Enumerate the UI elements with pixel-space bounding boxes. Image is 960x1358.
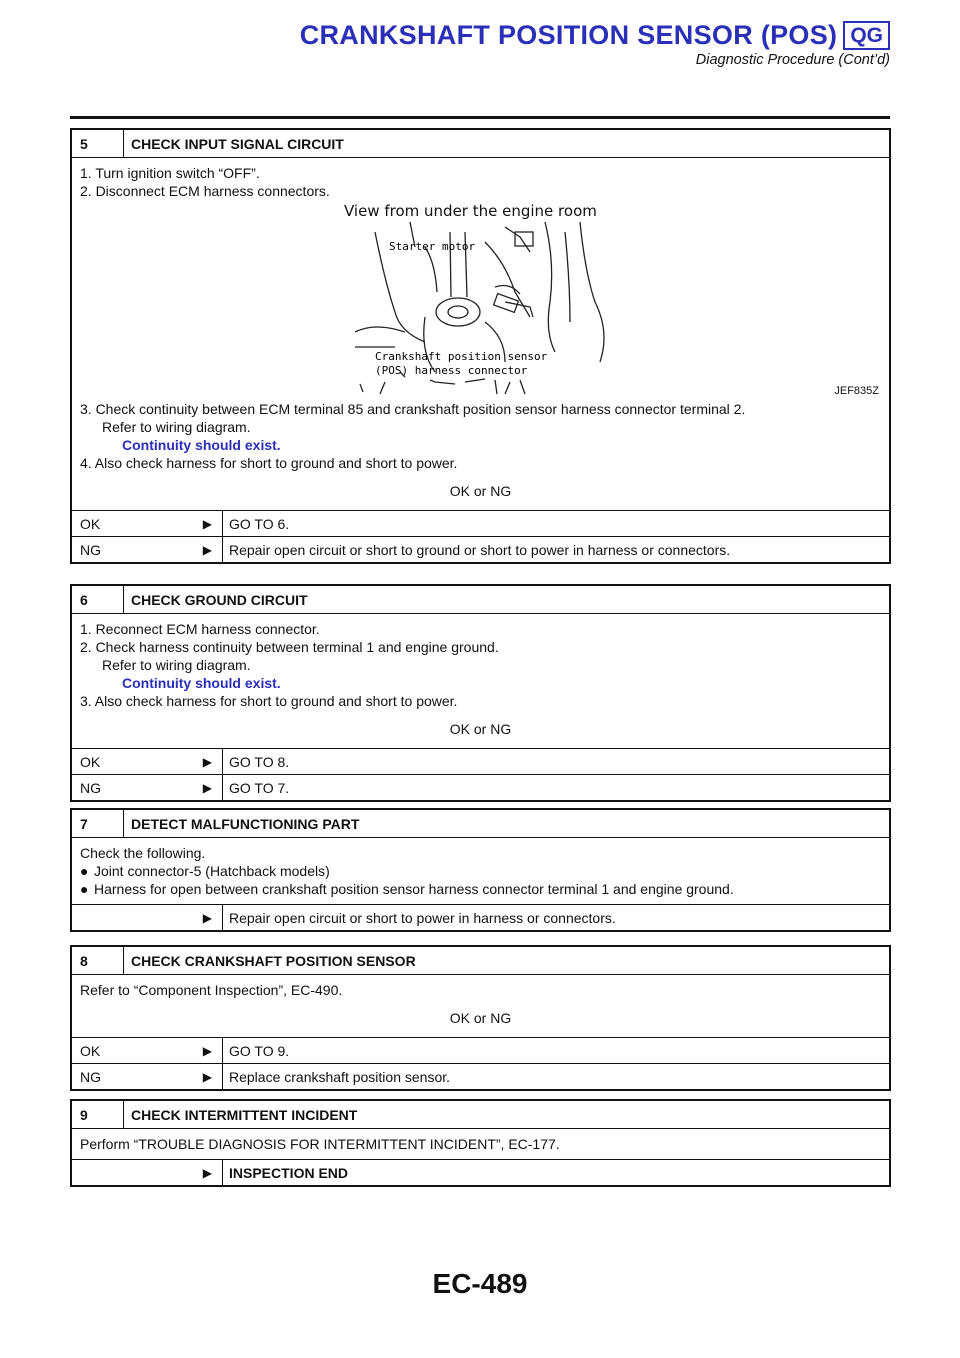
result-action: GO TO 6.	[222, 511, 889, 536]
step-5-table	[70, 128, 891, 564]
step-body	[72, 1129, 889, 1159]
bullet-text: Harness for open between crankshaft position sensor harness connector terminal 1 and engine ground.	[94, 881, 734, 897]
step-header	[72, 586, 889, 614]
result-label-cell	[72, 537, 222, 562]
instruction-line: 1. Turn ignition switch “OFF”.	[80, 165, 260, 181]
page-title: CRANKSHAFT POSITION SENSOR (POS)	[299, 20, 838, 50]
page-number: EC-489	[432, 1268, 528, 1299]
result-label-cell	[72, 775, 222, 800]
arrow-icon: ▶	[202, 1165, 212, 1180]
engine-room-figure	[80, 200, 881, 400]
bullet-icon: ●	[80, 863, 89, 879]
figure-label-starter: Starter motor	[389, 240, 476, 253]
step-7-table	[70, 808, 891, 932]
step-number: 9	[72, 1101, 124, 1128]
step-9-table	[70, 1099, 891, 1187]
bullet-text: Joint connector-5 (Hatchback models)	[94, 863, 330, 879]
step-body	[72, 975, 889, 1037]
step-header	[72, 810, 889, 838]
step-body	[72, 838, 889, 904]
result-label: OK	[80, 515, 101, 532]
result-label: NG	[80, 779, 101, 796]
result-action: Repair open circuit or short to power in harness or connectors.	[222, 905, 889, 930]
step-number: 8	[72, 947, 124, 974]
instruction-line: 1. Reconnect ECM harness connector.	[80, 621, 320, 637]
step-title: DETECT MALFUNCTIONING PART	[131, 815, 360, 832]
step-6-table	[70, 584, 891, 802]
instruction-line: Refer to “Component Inspection”, EC-490.	[80, 982, 343, 998]
title-row	[300, 20, 890, 51]
expected-result: Continuity should exist.	[122, 437, 281, 453]
result-label-cell	[72, 511, 222, 536]
expected-result: Continuity should exist.	[122, 675, 281, 691]
step-title: CHECK INPUT SIGNAL CIRCUIT	[131, 135, 344, 152]
result-label-cell	[72, 749, 222, 774]
result-row-ok	[72, 1037, 889, 1063]
arrow-icon: ▶	[202, 754, 212, 769]
header-divider	[70, 116, 890, 119]
result-label: NG	[80, 541, 101, 558]
engine-room-illustration	[355, 222, 635, 397]
step-header	[72, 130, 889, 158]
engine-badge: QG	[843, 21, 890, 50]
result-row	[72, 904, 889, 930]
instruction-line: Check the following.	[80, 845, 206, 861]
ok-or-ng-label: OK or NG	[449, 721, 512, 737]
result-row-ng	[72, 774, 889, 800]
step-number: 6	[72, 586, 124, 613]
result-row-ng	[72, 1063, 889, 1089]
bullet-item	[80, 880, 881, 898]
instruction-line: 4. Also check harness for short to ground and short to power.	[80, 455, 458, 471]
figure-label-connector: (POS) harness connector	[375, 364, 528, 377]
instruction-line: 2. Disconnect ECM harness connectors.	[80, 183, 330, 199]
result-label-cell	[72, 1038, 222, 1063]
result-label-cell	[72, 1160, 222, 1185]
step-title: CHECK CRANKSHAFT POSITION SENSOR	[131, 952, 416, 969]
result-row	[72, 1159, 889, 1185]
result-label-cell	[72, 905, 222, 930]
step-number: 7	[72, 810, 124, 837]
result-action: GO TO 9.	[222, 1038, 889, 1063]
result-row-ng	[72, 536, 889, 562]
step-8-table	[70, 945, 891, 1091]
instruction-line: 3. Also check harness for short to ground and short to power.	[80, 693, 458, 709]
step-header	[72, 1101, 889, 1129]
result-row-ok	[72, 510, 889, 536]
result-label-cell	[72, 1064, 222, 1089]
arrow-icon: ▶	[202, 542, 212, 557]
step-title: CHECK INTERMITTENT INCIDENT	[131, 1106, 358, 1123]
bullet-item	[80, 862, 881, 880]
page-header	[70, 20, 890, 120]
step-number: 5	[72, 130, 124, 157]
result-action: GO TO 7.	[222, 775, 889, 800]
ok-or-ng-label: OK or NG	[449, 1010, 512, 1026]
arrow-icon: ▶	[202, 516, 212, 531]
result-label: NG	[80, 1068, 101, 1085]
page-subtitle: Diagnostic Procedure (Cont’d)	[695, 52, 890, 68]
result-action: GO TO 8.	[222, 749, 889, 774]
bullet-icon: ●	[80, 881, 89, 897]
instruction-subline: Refer to wiring diagram.	[102, 657, 251, 673]
instruction-line: 2. Check harness continuity between terminal 1 and engine ground.	[80, 639, 499, 655]
step-body	[72, 614, 889, 748]
figure-id: JEF835Z	[834, 385, 879, 397]
step-header	[72, 947, 889, 975]
instruction-line: 3. Check continuity between ECM terminal 85 and crankshaft position sensor harness connector terminal 2.	[80, 401, 746, 417]
figure-caption: View from under the engine room	[344, 202, 597, 220]
ok-or-ng-label: OK or NG	[449, 483, 512, 499]
figure-label-sensor: Crankshaft position sensor	[375, 350, 548, 363]
step-body	[72, 158, 889, 510]
result-action: Replace crankshaft position sensor.	[222, 1064, 889, 1089]
instruction-line: Perform “TROUBLE DIAGNOSIS FOR INTERMITTENT INCIDENT”, EC-177.	[80, 1136, 560, 1152]
result-label: OK	[80, 1042, 101, 1059]
result-action: Repair open circuit or short to ground or short to power in harness or connectors.	[222, 537, 889, 562]
arrow-icon: ▶	[202, 910, 212, 925]
result-label: OK	[80, 753, 101, 770]
result-row-ok	[72, 748, 889, 774]
arrow-icon: ▶	[202, 1069, 212, 1084]
instruction-subline: Refer to wiring diagram.	[102, 419, 251, 435]
step-title: CHECK GROUND CIRCUIT	[131, 591, 308, 608]
arrow-icon: ▶	[202, 1043, 212, 1058]
arrow-icon: ▶	[202, 780, 212, 795]
result-action: INSPECTION END	[222, 1160, 889, 1185]
